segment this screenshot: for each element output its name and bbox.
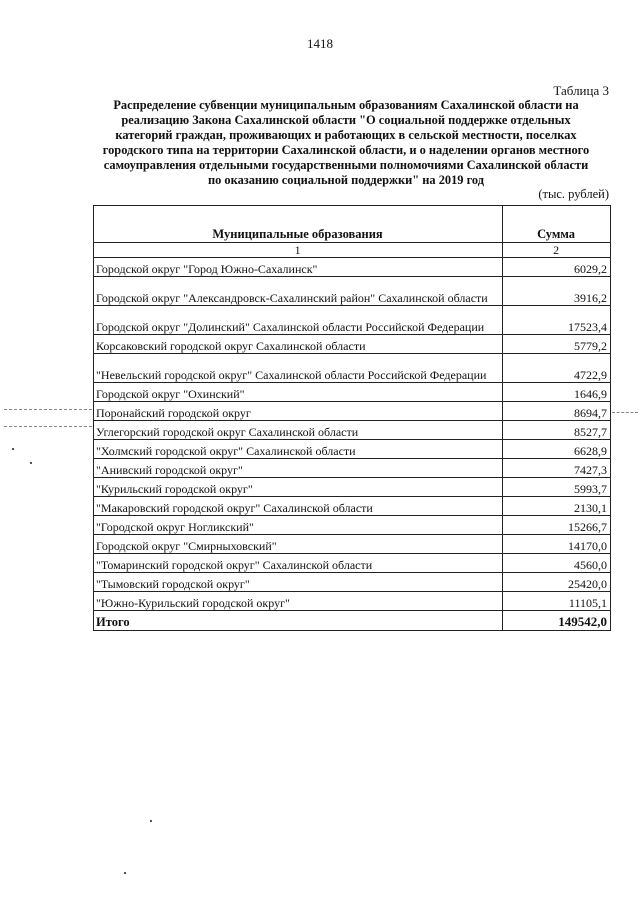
scan-speck bbox=[150, 820, 152, 822]
row-sum: 1646,9 bbox=[503, 383, 611, 402]
header-municipality: Муниципальные образования bbox=[94, 206, 503, 243]
scan-speck bbox=[30, 462, 32, 464]
table-row bbox=[94, 402, 611, 421]
row-name: "Городской округ Ногликский" bbox=[94, 516, 503, 535]
row-name: "Анивский городской округ" bbox=[94, 459, 503, 478]
table-row bbox=[94, 459, 611, 478]
column-number-2: 2 bbox=[503, 243, 611, 258]
document-title bbox=[86, 98, 606, 188]
table-row bbox=[94, 306, 611, 335]
title-line: по оказанию социальной поддержки" на 2019 год bbox=[207, 173, 485, 187]
subvention-table bbox=[93, 205, 611, 631]
row-sum: 4722,9 bbox=[503, 354, 611, 383]
row-name: Городской округ "Охинский" bbox=[94, 383, 503, 402]
row-sum: 3916,2 bbox=[503, 277, 611, 306]
row-name: "Курильский городской округ" bbox=[94, 478, 503, 497]
row-sum: 8527,7 bbox=[503, 421, 611, 440]
table-row bbox=[94, 277, 611, 306]
table-row bbox=[94, 516, 611, 535]
row-sum: 2130,1 bbox=[503, 497, 611, 516]
table-row bbox=[94, 573, 611, 592]
row-sum: 8694,7 bbox=[503, 402, 611, 421]
table-row bbox=[94, 383, 611, 402]
table-row bbox=[94, 421, 611, 440]
total-row bbox=[94, 611, 611, 631]
table-row bbox=[94, 497, 611, 516]
units-label: (тыс. рублей) bbox=[538, 187, 609, 201]
table-row bbox=[94, 335, 611, 354]
total-label: Итого bbox=[94, 611, 503, 631]
row-name: "Томаринский городской округ" Сахалинской области bbox=[94, 554, 503, 573]
header-sum: Сумма bbox=[503, 206, 611, 243]
title-line: городского типа на территории Сахалинской области, и о наделении органов местного bbox=[102, 143, 590, 157]
row-name: "Макаровский городской округ" Сахалинской области bbox=[94, 497, 503, 516]
row-sum: 14170,0 bbox=[503, 535, 611, 554]
header-row bbox=[94, 206, 611, 243]
table-row bbox=[94, 258, 611, 277]
table-row bbox=[94, 440, 611, 459]
column-number-row bbox=[94, 243, 611, 258]
table-row bbox=[94, 354, 611, 383]
row-sum: 4560,0 bbox=[503, 554, 611, 573]
scan-speck bbox=[12, 448, 14, 450]
scan-speck bbox=[124, 872, 126, 874]
row-sum: 5779,2 bbox=[503, 335, 611, 354]
row-sum: 5993,7 bbox=[503, 478, 611, 497]
row-sum: 6628,9 bbox=[503, 440, 611, 459]
page-number: 1418 bbox=[307, 36, 333, 51]
table-row bbox=[94, 554, 611, 573]
row-sum: 7427,3 bbox=[503, 459, 611, 478]
title-line: категорий граждан, проживающих и работающих в сельской местности, поселках bbox=[115, 128, 577, 142]
row-sum: 6029,2 bbox=[503, 258, 611, 277]
row-name: Углегорский городской округ Сахалинской области bbox=[94, 421, 503, 440]
table-row bbox=[94, 535, 611, 554]
row-sum: 11105,1 bbox=[503, 592, 611, 611]
row-name: "Невельский городской округ" Сахалинской области Российской Федерации bbox=[94, 354, 503, 383]
table-label: Таблица 3 bbox=[553, 83, 609, 98]
table-row bbox=[94, 592, 611, 611]
row-name: "Южно-Курильский городской округ" bbox=[94, 592, 503, 611]
title-line: реализацию Закона Сахалинской области "О социальной поддержке отдельных bbox=[121, 113, 571, 127]
scan-artifact-line bbox=[4, 409, 92, 410]
row-name: "Холмский городской округ" Сахалинской области bbox=[94, 440, 503, 459]
column-number-1: 1 bbox=[94, 243, 503, 258]
title-line: Распределение субвенции муниципальным образованиям Сахалинской области на bbox=[113, 98, 579, 112]
table-row bbox=[94, 478, 611, 497]
scan-artifact-line bbox=[4, 426, 92, 427]
row-name: Городской округ "Смирныховский" bbox=[94, 535, 503, 554]
title-line: самоуправления отдельными государственными полномочиями Сахалинской области bbox=[103, 158, 589, 172]
row-name: Поронайский городской округ bbox=[94, 402, 503, 421]
row-name: "Тымовский городской округ" bbox=[94, 573, 503, 592]
row-name: Городской округ "Долинский" Сахалинской области Российской Федерации bbox=[94, 306, 503, 335]
row-name: Корсаковский городской округ Сахалинской области bbox=[94, 335, 503, 354]
row-name: Городской округ "Александровск-Сахалинский район" Сахалинской области bbox=[94, 277, 503, 306]
row-sum: 25420,0 bbox=[503, 573, 611, 592]
scan-artifact-line bbox=[612, 412, 638, 413]
row-sum: 15266,7 bbox=[503, 516, 611, 535]
row-name: Городской округ "Город Южно-Сахалинск" bbox=[94, 258, 503, 277]
row-sum: 17523,4 bbox=[503, 306, 611, 335]
total-sum: 149542,0 bbox=[503, 611, 611, 631]
